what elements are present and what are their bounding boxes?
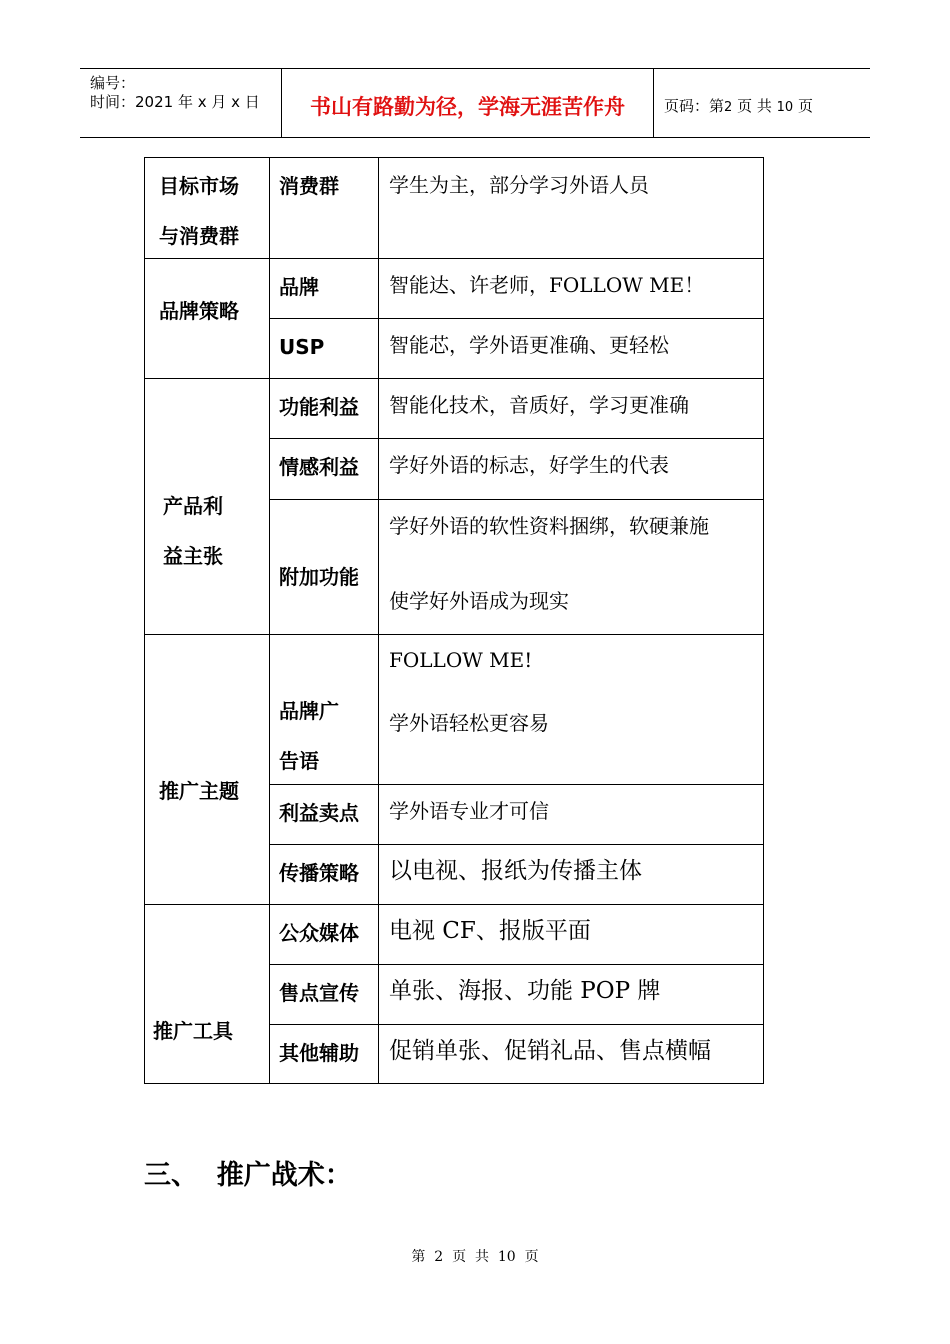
value-communication-strategy: 以电视、报纸为传播主体 — [389, 858, 642, 884]
label-brand: 品牌 — [279, 275, 319, 299]
label-emotional-benefit: 情感利益 — [279, 455, 359, 479]
category-promotion-tools: 推广工具 — [153, 1019, 233, 1043]
document-number-label: 编号： — [90, 74, 136, 92]
row-divider — [145, 378, 763, 379]
value-emotional-benefit: 学好外语的标志，好学生的代表 — [389, 453, 669, 477]
row-divider — [269, 438, 763, 439]
row-divider — [269, 964, 763, 965]
row-divider — [145, 904, 763, 905]
value-other-aids: 促销单张、促销礼品、售点横幅 — [389, 1038, 711, 1064]
value-extra-function-line-2: 使学好外语成为现实 — [389, 589, 569, 613]
row-divider — [145, 634, 763, 635]
marketing-strategy-table — [144, 157, 764, 1084]
row-divider — [269, 844, 763, 845]
label-usp: USP — [279, 335, 325, 359]
category-product-benefit: 产品利 益主张 — [163, 494, 223, 568]
category-target-market: 目标市场 与消费群 — [159, 174, 239, 248]
row-divider — [269, 784, 763, 785]
column-divider — [378, 158, 379, 1083]
section-heading: 三、 推广战术： — [144, 1160, 352, 1191]
label-selling-point: 利益卖点 — [279, 801, 359, 825]
value-usp: 智能芯，学外语更准确、更轻松 — [389, 333, 669, 357]
label-functional-benefit: 功能利益 — [279, 395, 359, 419]
label-communication-strategy: 传播策略 — [279, 861, 359, 885]
label-consumer-group: 消费群 — [279, 174, 339, 198]
row-divider — [269, 499, 763, 500]
value-extra-function-line-1: 学好外语的软性资料捆绑，软硬兼施 — [389, 514, 709, 538]
label-public-media: 公众媒体 — [279, 921, 359, 945]
label-brand-slogan: 品牌广 告语 — [279, 699, 339, 773]
value-brand: 智能达、许老师，FOLLOW ME！ — [389, 273, 705, 297]
header-page-number: 页码：第2 页 共 10 页 — [664, 97, 813, 115]
value-brand-slogan-line-1: FOLLOW ME! — [389, 648, 533, 672]
value-consumer-group: 学生为主，部分学习外语人员 — [389, 173, 649, 197]
value-selling-point: 学外语专业才可信 — [389, 799, 549, 823]
category-promotion-theme: 推广主题 — [159, 779, 239, 803]
header-motto-cell — [282, 69, 654, 137]
category-brand-strategy: 品牌策略 — [159, 299, 239, 323]
value-point-of-sale: 单张、海报、功能 POP 牌 — [389, 978, 661, 1004]
page-header — [80, 68, 870, 138]
page-footer: 第 2 页 共 10 页 — [411, 1249, 539, 1265]
value-brand-slogan-line-2: 学外语轻松更容易 — [389, 711, 549, 735]
value-public-media: 电视 CF、报版平面 — [389, 918, 591, 944]
header-page-cell — [654, 69, 870, 137]
value-functional-benefit: 智能化技术，音质好，学习更准确 — [389, 393, 689, 417]
label-point-of-sale: 售点宣传 — [279, 981, 359, 1005]
header-motto: 书山有路勤为径，学海无涯苦作舟 — [310, 95, 625, 119]
row-divider — [269, 1024, 763, 1025]
label-other-aids: 其他辅助 — [279, 1041, 359, 1065]
row-divider — [269, 318, 763, 319]
label-extra-function: 附加功能 — [279, 565, 359, 589]
header-meta-cell — [80, 69, 282, 137]
column-divider — [269, 158, 270, 1083]
document-time-label: 时间：2021 年 x 月 x 日 — [90, 93, 260, 111]
